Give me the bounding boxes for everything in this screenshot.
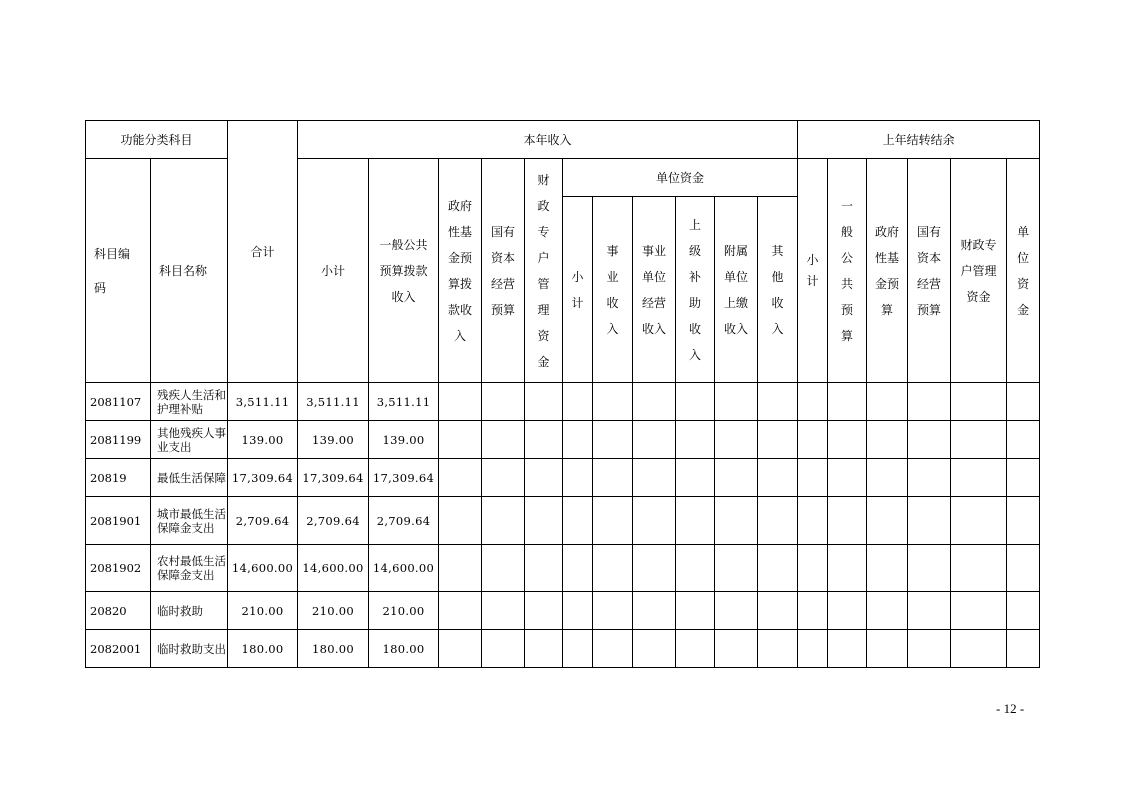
row-total: 180.00 [228,630,298,668]
table-row [86,421,1040,459]
header-current-income: 本年收入 [298,121,798,159]
row-subtotal: 17,309.64 [298,459,369,497]
row-name: 最低生活保障 [151,459,228,497]
header-unit-funds: 单位资金 [563,159,798,197]
header-affiliated: 附属单位上缴收入 [724,243,749,336]
row-total: 139.00 [228,421,298,459]
row-total: 14,600.00 [228,545,298,592]
header-cf-subtotal: 小计 [806,252,819,288]
header-general-budget: 一般公共预算拨款收入 [379,237,428,304]
header-cf-unit-funds: 单位资金 [1017,224,1030,317]
table-row [86,592,1040,630]
table-row [86,383,1040,421]
header-cf-state-capital: 国有资本经营预算 [917,224,942,317]
table-row [86,630,1040,668]
row-code: 20820 [86,592,151,630]
row-code: 2081901 [86,497,151,545]
header-state-capital: 国有资本经营预算 [491,224,516,317]
row-subtotal: 210.00 [298,592,369,630]
row-general-budget: 210.00 [369,592,439,630]
row-name: 临时救助支出 [151,630,228,668]
row-general-budget: 14,600.00 [369,545,439,592]
row-name: 其他残疾人事业支出 [151,421,228,459]
table-row [86,545,1040,592]
row-general-budget: 3,511.11 [369,383,439,421]
row-total: 210.00 [228,592,298,630]
header-cf-general: 一般公共预算 [841,198,854,343]
header-category: 功能分类科目 [86,121,228,159]
row-subtotal: 180.00 [298,630,369,668]
row-code: 2082001 [86,630,151,668]
row-general-budget: 180.00 [369,630,439,668]
header-other-income: 其他收入 [771,243,784,336]
header-subtotal: 小计 [298,159,369,383]
table-row [86,459,1040,497]
header-fiscal-special: 财政专户管理资金 [537,172,550,369]
row-general-budget: 139.00 [369,421,439,459]
row-name: 城市最低生活保障金支出 [151,497,228,545]
row-code: 2081107 [86,383,151,421]
row-name: 临时救助 [151,592,228,630]
header-total: 合计 [228,121,298,383]
row-code: 2081199 [86,421,151,459]
row-total: 2,709.64 [228,497,298,545]
row-general-budget: 2,709.64 [369,497,439,545]
row-name: 残疾人生活和护理补贴 [151,383,228,421]
header-business-income: 事业收入 [606,243,619,336]
row-subtotal: 2,709.64 [298,497,369,545]
row-total: 3,511.11 [228,383,298,421]
header-name: 科目名称 [151,159,228,383]
header-business-ops: 事业单位经营收入 [642,243,667,336]
header-unit-subtotal: 小计 [571,269,584,310]
header-carryover: 上年结转结余 [798,121,1040,159]
header-superior-subsidy: 上级补助收入 [689,217,702,362]
row-subtotal: 139.00 [298,421,369,459]
row-general-budget: 17,309.64 [369,459,439,497]
row-code: 20819 [86,459,151,497]
row-code: 2081902 [86,545,151,592]
row-subtotal: 3,511.11 [298,383,369,421]
header-cf-fiscal-special: 财政专户管理资金 [960,237,997,304]
header-code: 科目编码 [94,246,131,295]
table-row [86,497,1040,545]
budget-table [85,120,1040,668]
row-total: 17,309.64 [228,459,298,497]
header-gov-fund: 政府性基金预算拨款收入 [448,198,473,343]
page-number: - 12 - [996,701,1025,716]
row-subtotal: 14,600.00 [298,545,369,592]
header-cf-gov-fund: 政府性基金预算 [875,224,900,317]
row-name: 农村最低生活保障金支出 [151,545,228,592]
